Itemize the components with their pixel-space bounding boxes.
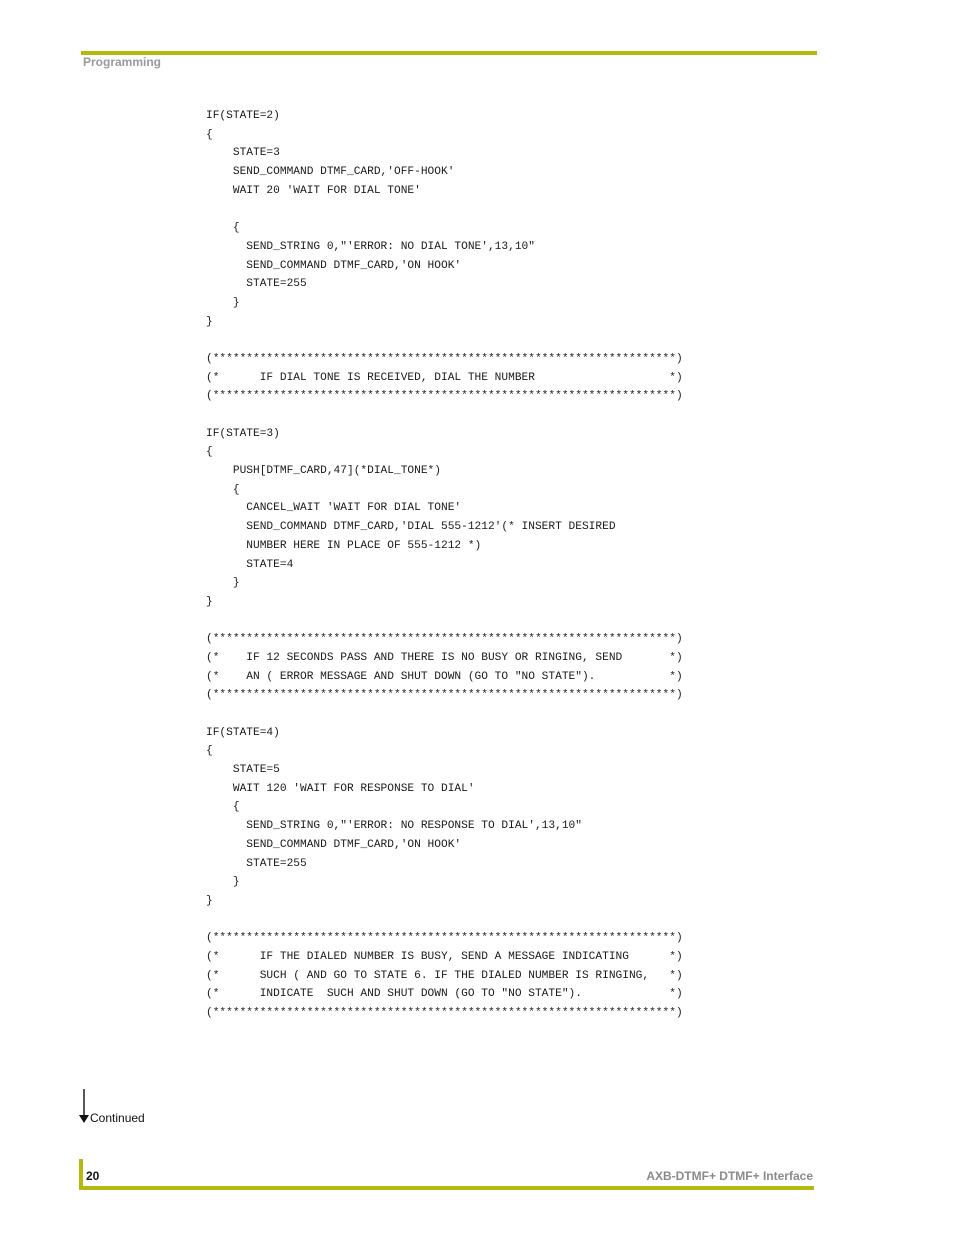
code-line: (* IF 12 SECONDS PASS AND THERE IS NO BUSY OR RINGING, SEND *) — [206, 651, 683, 664]
code-line: } — [206, 894, 213, 907]
code-line: (*********************************************************************) — [206, 633, 683, 646]
footer-rule — [79, 1186, 814, 1190]
arrow-down-icon — [78, 1089, 90, 1125]
code-line: (* INDICATE SUCH AND SHUT DOWN (GO TO "NO STATE"). *) — [206, 988, 683, 1001]
code-line: WAIT 120 'WAIT FOR RESPONSE TO DIAL' — [206, 782, 475, 795]
code-line: } — [206, 296, 240, 309]
code-line: SEND_STRING 0,"'ERROR: NO DIAL TONE',13,10" — [206, 240, 535, 253]
code-line: SEND_COMMAND DTMF_CARD,'ON HOOK' — [206, 259, 462, 272]
code-line — [206, 200, 683, 219]
code-line: SEND_COMMAND DTMF_CARD,'DIAL 555-1212'(* INSERT DESIRED — [206, 521, 616, 534]
code-listing — [206, 107, 683, 1023]
code-line: { — [206, 446, 213, 459]
code-line: (*********************************************************************) — [206, 932, 683, 945]
code-line: (*********************************************************************) — [206, 390, 683, 403]
code-line: { — [206, 801, 240, 814]
code-line: IF(STATE=4) — [206, 726, 280, 739]
code-line: } — [206, 315, 213, 328]
code-line: { — [206, 483, 240, 496]
code-line: (*********************************************************************) — [206, 352, 683, 365]
section-label: Programming — [83, 55, 162, 69]
page-number: 20 — [86, 1169, 100, 1183]
code-line: SEND_COMMAND DTMF_CARD,'OFF-HOOK' — [206, 166, 455, 179]
code-line: } — [206, 876, 240, 889]
code-line: (*********************************************************************) — [206, 1007, 683, 1019]
code-line — [206, 705, 683, 724]
code-line: STATE=5 — [206, 764, 280, 777]
code-line: (* IF THE DIALED NUMBER IS BUSY, SEND A MESSAGE INDICATING *) — [206, 950, 683, 963]
code-line — [206, 406, 683, 425]
code-line: PUSH[DTMF_CARD,47](*DIAL_TONE*) — [206, 465, 441, 478]
code-line: (* IF DIAL TONE IS RECEIVED, DIAL THE NUMBER *) — [206, 371, 683, 384]
document-title: AXB-DTMF+ DTMF+ Interface — [646, 1169, 813, 1183]
code-line: STATE=3 — [206, 147, 280, 160]
code-line: SEND_STRING 0,"'ERROR: NO RESPONSE TO DIAL',13,10" — [206, 820, 582, 833]
code-line: (* SUCH ( AND GO TO STATE 6. IF THE DIALED NUMBER IS RINGING, *) — [206, 969, 683, 982]
code-line: SEND_COMMAND DTMF_CARD,'ON HOOK' — [206, 838, 462, 851]
code-line: } — [206, 595, 213, 608]
continued-label: Continued — [90, 1111, 145, 1125]
code-line: STATE=255 — [206, 857, 307, 870]
code-line: } — [206, 577, 240, 590]
code-line: { — [206, 745, 213, 758]
code-line: (* AN ( ERROR MESSAGE AND SHUT DOWN (GO TO "NO STATE"). *) — [206, 670, 683, 683]
code-line: NUMBER HERE IN PLACE OF 555-1212 *) — [206, 539, 482, 552]
code-line: CANCEL_WAIT 'WAIT FOR DIAL TONE' — [206, 502, 462, 515]
code-line: IF(STATE=3) — [206, 427, 280, 440]
code-line: (*********************************************************************) — [206, 689, 683, 702]
code-line — [206, 331, 683, 350]
code-line: { — [206, 128, 213, 141]
header-rule — [81, 51, 817, 55]
code-line: STATE=255 — [206, 278, 307, 291]
code-line: { — [206, 222, 240, 235]
code-line: WAIT 20 'WAIT FOR DIAL TONE' — [206, 184, 421, 197]
code-line: IF(STATE=2) — [206, 110, 280, 122]
code-line — [206, 911, 683, 930]
code-line: STATE=4 — [206, 558, 294, 571]
code-line — [206, 612, 683, 631]
continued-indicator — [78, 1089, 198, 1129]
